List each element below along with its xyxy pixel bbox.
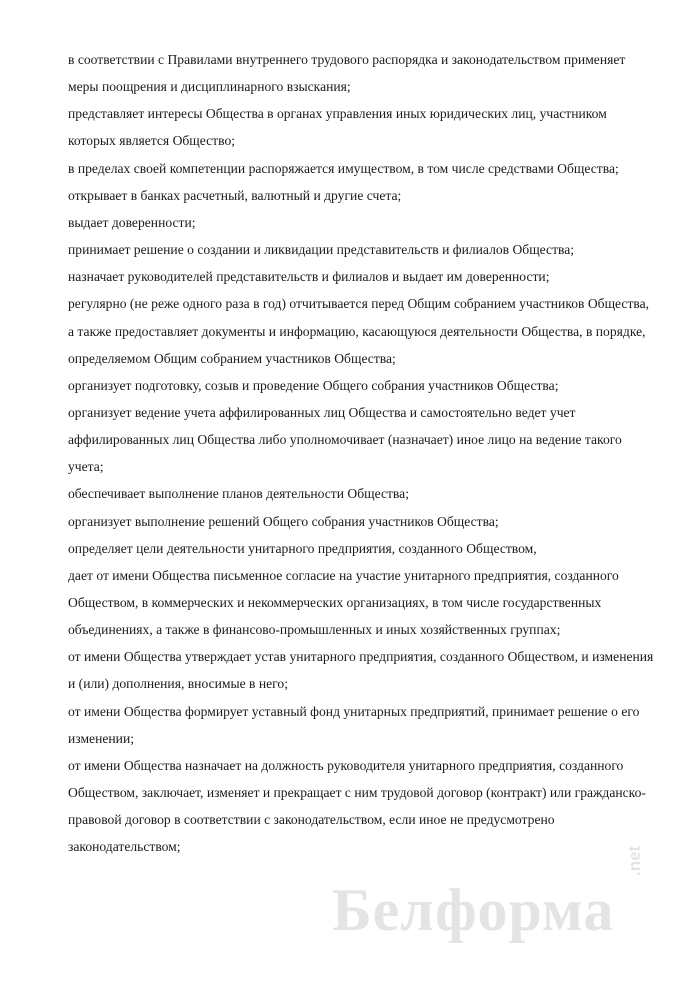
text-line: и (или) дополнения, вносимые в него;	[68, 676, 288, 691]
text-line: назначает руководителей представительств и филиалов и выдает им доверенности;	[68, 269, 550, 284]
text-line: которых является Общество;	[68, 133, 236, 148]
text-line: принимает решение о создании и ликвидации представительств и филиалов Общества;	[68, 242, 575, 257]
text-line: представляет интересы Общества в органах управления иных юридических лиц, участником	[68, 106, 607, 121]
watermark-logo: Белформа	[332, 877, 615, 943]
text-line: меры поощрения и дисциплинарного взыскания;	[68, 79, 351, 94]
text-line: определяет цели деятельности унитарного предприятия, созданного Обществом,	[68, 541, 537, 556]
text-line: организует выполнение решений Общего собрания участников Общества;	[68, 514, 499, 529]
text-line: а также предоставляет документы и информацию, касающуюся деятельности Общества, в порядке,	[68, 324, 646, 339]
text-line: регулярно (не реже одного раза в год) отчитывается перед Общим собранием участников Общества,	[68, 296, 650, 311]
text-line: обеспечивает выполнение планов деятельности Общества;	[68, 486, 409, 501]
text-line: в пределах своей компетенции распоряжается имуществом, в том числе средствами Общества;	[68, 161, 619, 176]
text-line: Обществом, в коммерческих и некоммерческих организациях, в том числе государственных	[68, 595, 602, 610]
text-line: аффилированных лиц Общества либо уполномочивает (назначает) иное лицо на ведение такого	[68, 432, 622, 447]
text-line: в соответствии с Правилами внутреннего трудового распорядка и законодательством применяет	[68, 52, 626, 67]
text-line: от имени Общества формирует уставный фонд унитарных предприятий, принимает решение о его	[68, 704, 640, 719]
text-line: организует ведение учета аффилированных лиц Общества и самостоятельно ведет учет	[68, 405, 576, 420]
text-line: определяемом Общим собранием участников Общества;	[68, 351, 396, 366]
text-line: правовой договор в соответствии с законодательством, если иное не предусмотрено	[68, 812, 555, 827]
text-line: организует подготовку, созыв и проведение Общего собрания участников Общества;	[68, 378, 559, 393]
text-line: Обществом, заключает, изменяет и прекращает с ним трудовой договор (контракт) или гражданско-	[68, 785, 646, 800]
text-line: законодательством;	[68, 839, 181, 854]
watermark-suffix: .net	[625, 845, 644, 876]
text-line: от имени Общества назначает на должность руководителя унитарного предприятия, созданного	[68, 758, 624, 773]
text-line: выдает доверенности;	[68, 215, 196, 230]
text-line: дает от имени Общества письменное согласие на участие унитарного предприятия, созданного	[68, 568, 619, 583]
text-line: учета;	[68, 459, 104, 474]
text-line: изменении;	[68, 731, 134, 746]
text-line: от имени Общества утверждает устав унитарного предприятия, созданного Обществом, и изменения	[68, 649, 654, 664]
text-line: объединениях, а также в финансово-промышленных и иных хозяйственных группах;	[68, 622, 561, 637]
text-line: открывает в банках расчетный, валютный и другие счета;	[68, 188, 402, 203]
